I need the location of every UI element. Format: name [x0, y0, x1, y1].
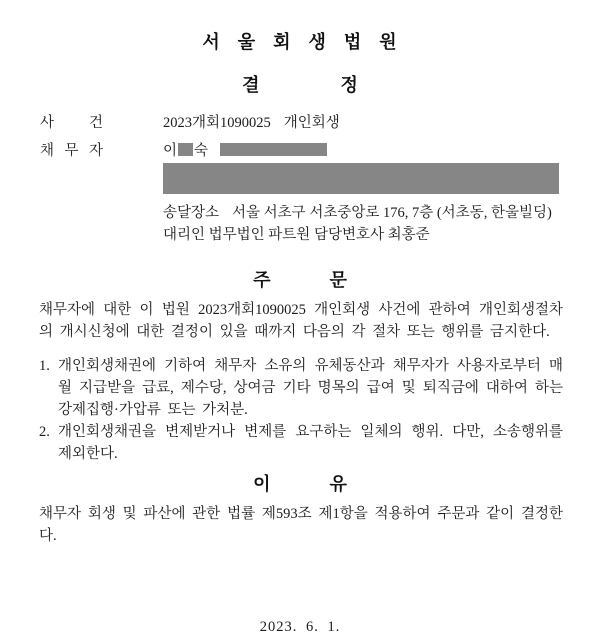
- case-number: 2023개회1090025: [163, 115, 271, 131]
- debtor-name-redaction-box: [178, 143, 193, 156]
- case-label: 사 건: [40, 115, 103, 131]
- order-item-number: 2.: [39, 424, 50, 440]
- order-section-heading: 주 문: [253, 270, 347, 290]
- case-type: 개인회생: [283, 115, 340, 131]
- reason-paragraph: 채무자 회생 및 파산에 관한 법률 제593조 제1항을 적용하여 주문과 같이 결정한다.: [39, 506, 563, 544]
- attorney-line: 대리인 법무법인 파트원 담당변호사 최홍준: [163, 227, 430, 243]
- debtor-address-redaction-block: [163, 163, 559, 194]
- debtor-name-prefix: 이: [163, 143, 178, 159]
- decision-date: 2023. 6. 1.: [259, 619, 341, 635]
- order-item: [39, 421, 563, 465]
- order-intro-paragraph: 채무자에 대한 이 법원 2023개회1090025 개인회생 사건에 관하여 개인회생절차의 개시신청에 대한 결정이 있을 때까지 다음의 각 절차 또는 행위를 금지한다.: [39, 302, 563, 340]
- service-address-value: 서울 서초구 서초중앙로 176, 7층 (서초동, 한울빌딩): [232, 205, 552, 221]
- case-value: [163, 111, 340, 132]
- document-title: 결 정: [242, 75, 358, 95]
- order-item-text: 개인회생채권을 변제받거나 변제를 요구하는 일체의 행위. 다만, 소송행위를 제외한다.: [58, 424, 563, 462]
- debtor-label: 채 무 자: [40, 143, 103, 159]
- debtor-id-redaction-box: [220, 143, 327, 156]
- service-address-label: 송달장소: [163, 205, 220, 221]
- order-item: [39, 355, 563, 421]
- service-address-line: [163, 201, 552, 222]
- order-item-list: [39, 355, 563, 465]
- order-item-number: 1.: [39, 358, 50, 374]
- reason-section-heading: 이 유: [253, 474, 347, 494]
- debtor-name: [163, 139, 327, 160]
- debtor-name-suffix: 숙: [194, 143, 209, 159]
- order-item-text: 개인회생채권에 기하여 채무자 소유의 유체동산과 채무자가 사용자로부터 매월 지급받을 급료, 제수당, 상여금 기타 명목의 급여 및 퇴직금에 대하여 하는 강제집행·가압류 또는 가처분.: [58, 358, 563, 418]
- court-name: 서 울 회 생 법 원: [202, 32, 398, 52]
